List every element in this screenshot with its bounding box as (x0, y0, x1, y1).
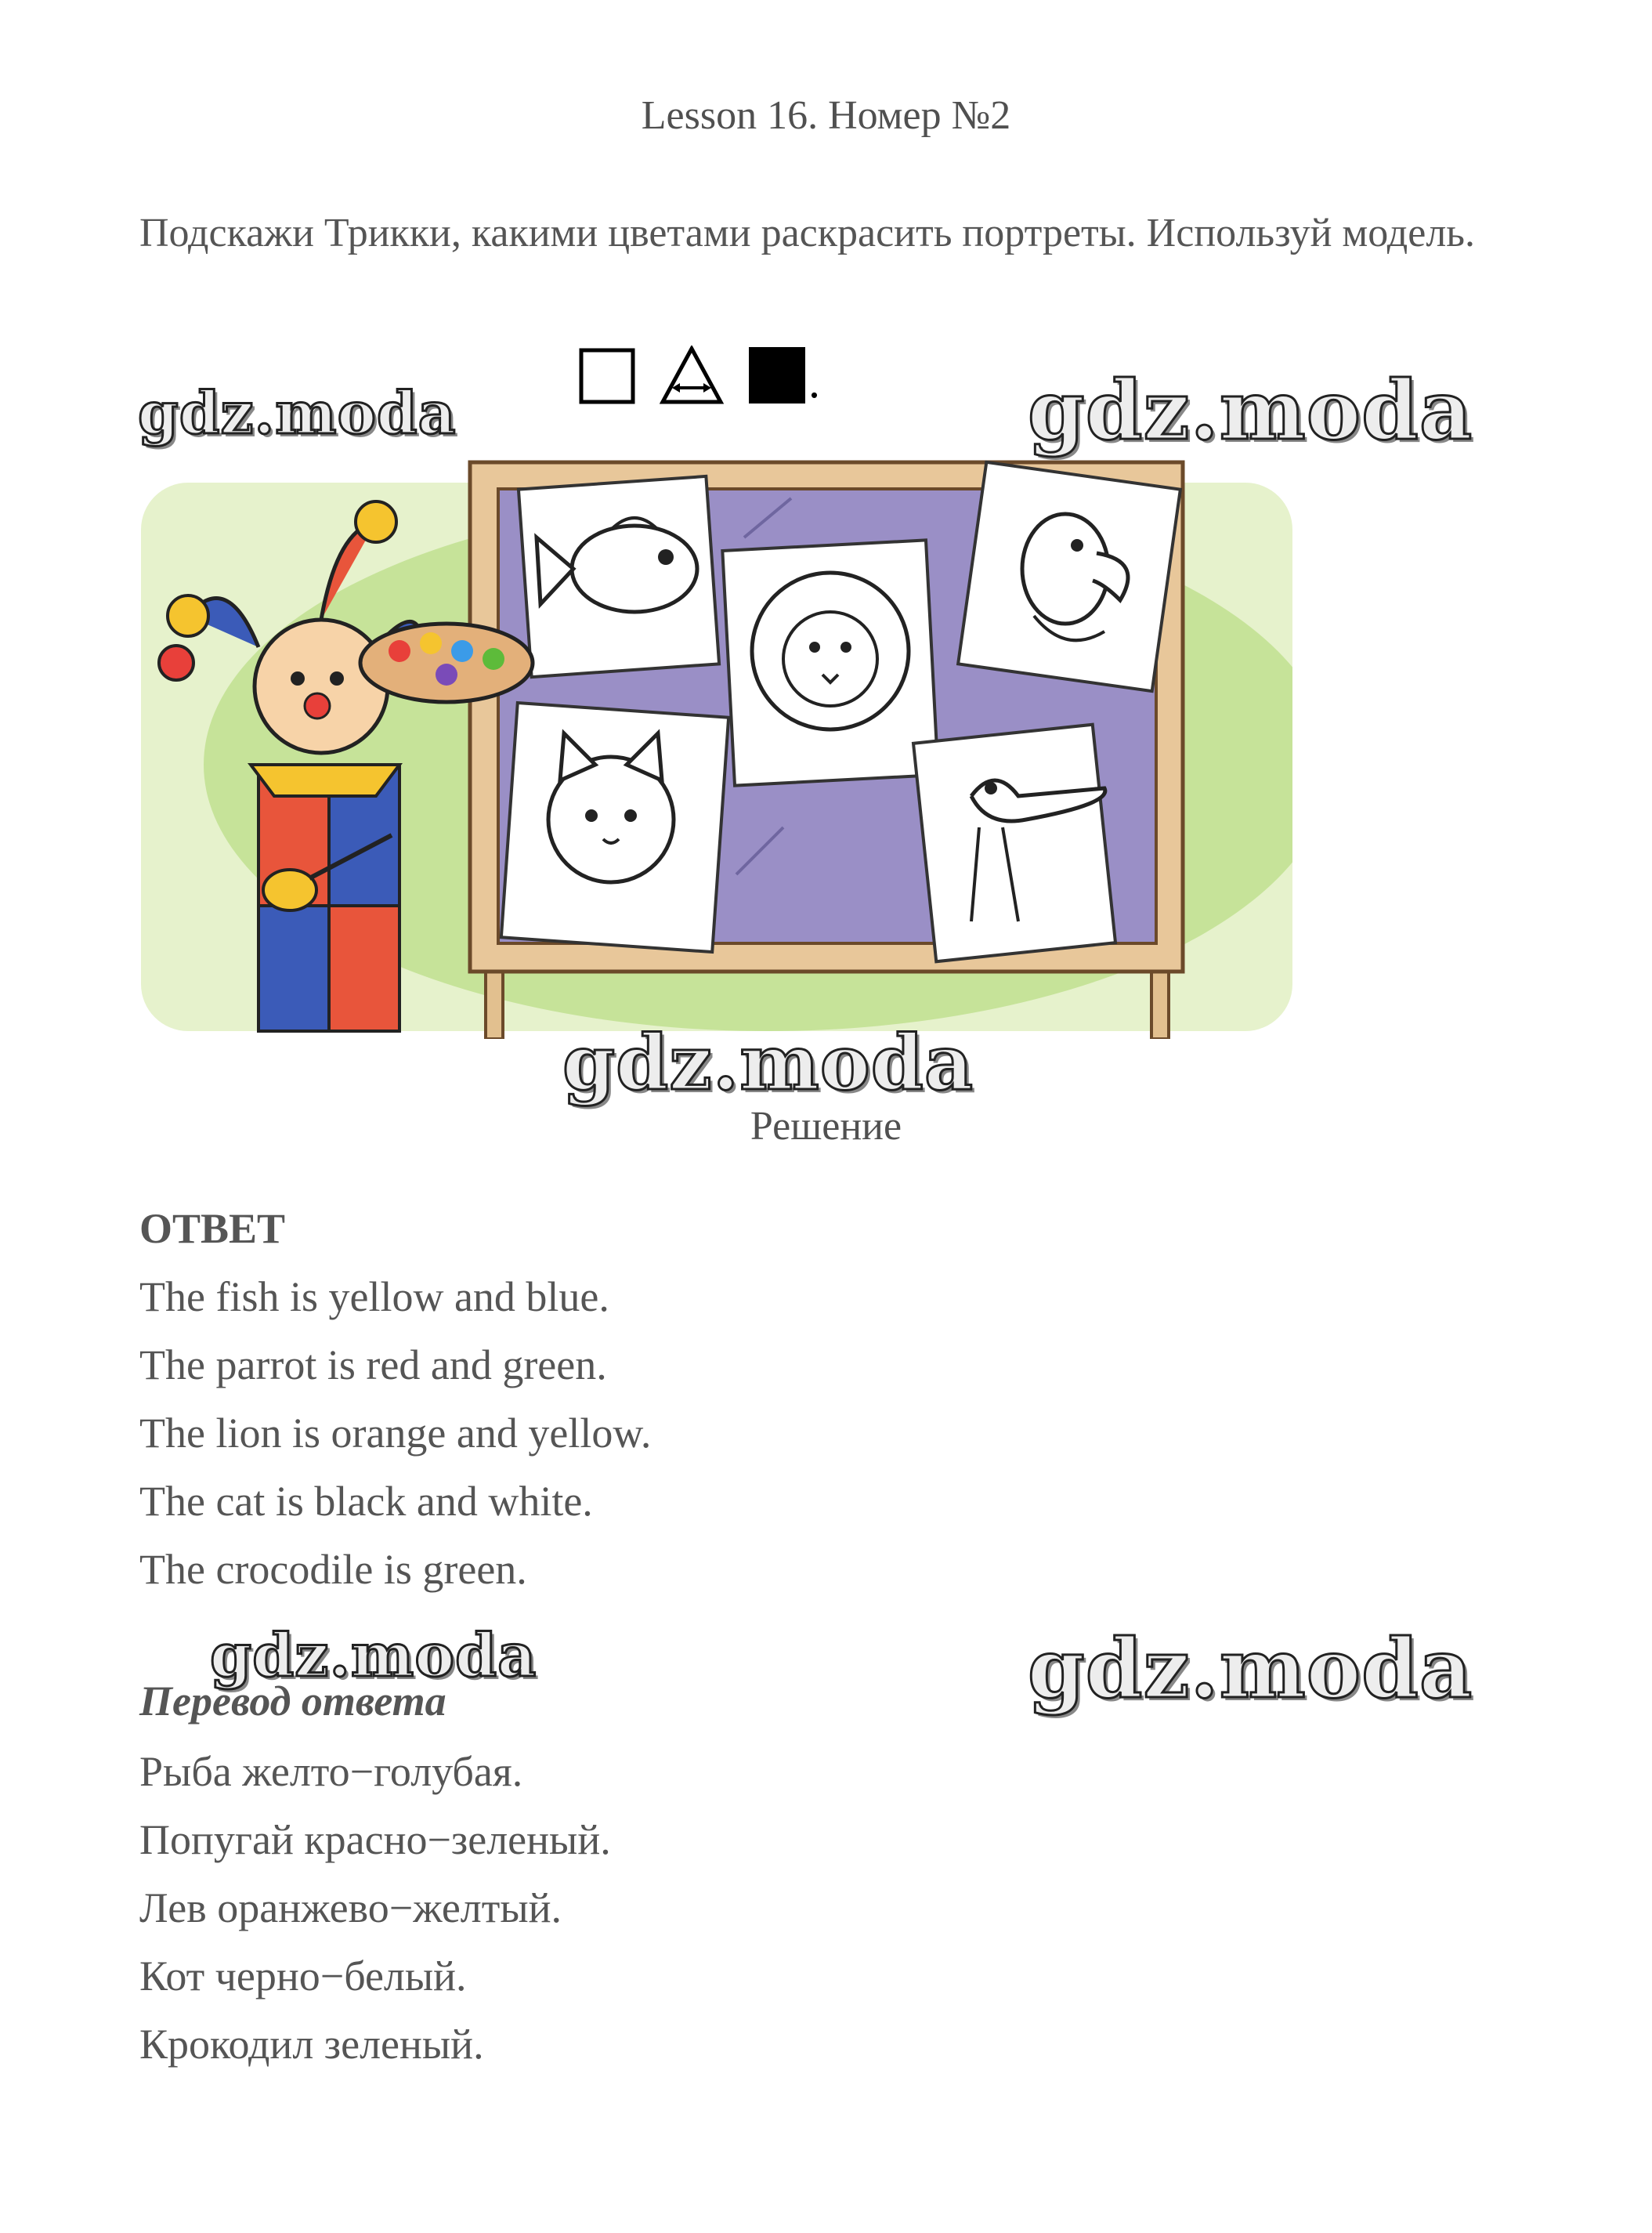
triangle-arrows-icon (660, 346, 724, 405)
translation-heading: Перевод ответа (139, 1677, 446, 1725)
white-square-icon (578, 347, 636, 405)
answer-line: The parrot is red and green. (139, 1341, 607, 1388)
model-period: . (808, 356, 820, 407)
crocodile-portrait (913, 725, 1115, 962)
paint-palette (360, 624, 533, 702)
watermark: gdz.moda (1028, 1620, 1473, 1717)
fish-portrait (519, 476, 719, 677)
watermark: gdz.moda (1028, 362, 1473, 458)
black-square-icon (747, 346, 807, 405)
task-text: Подскажи Трикки, какими цветами раскрасить портреты. Используй модель. (139, 211, 1476, 255)
translation-line: Кот черно−белый. (139, 1953, 467, 2000)
watermark: gdz.moda (210, 1620, 537, 1690)
model-icons (578, 346, 820, 405)
translation-line: Попугай красно−зеленый. (139, 1816, 611, 1863)
cat-portrait (501, 703, 728, 952)
lion-portrait (722, 540, 938, 785)
answer-heading: ОТВЕТ (139, 1205, 286, 1252)
answer-line: The lion is orange and yellow. (139, 1410, 652, 1457)
page-title: Lesson 16. Номер №2 (641, 93, 1011, 138)
jester-painting-illustration (141, 451, 1292, 1039)
answer-line: The fish is yellow and blue. (139, 1273, 609, 1320)
solution-label: Решение (750, 1104, 902, 1149)
translation-line: Лев оранжево−желтый. (139, 1884, 562, 1931)
answer-line: The crocodile is green. (139, 1546, 527, 1593)
watermark: gdz.moda (562, 1019, 974, 1107)
parrot-portrait (958, 462, 1180, 691)
answer-line: The cat is black and white. (139, 1478, 593, 1525)
translation-line: Рыба желто−голубая. (139, 1748, 523, 1795)
translation-line: Крокодил зеленый. (139, 2021, 484, 2068)
translation-lines (139, 1738, 611, 2079)
watermark: gdz.moda (138, 380, 457, 447)
answer-lines (139, 1263, 651, 1604)
